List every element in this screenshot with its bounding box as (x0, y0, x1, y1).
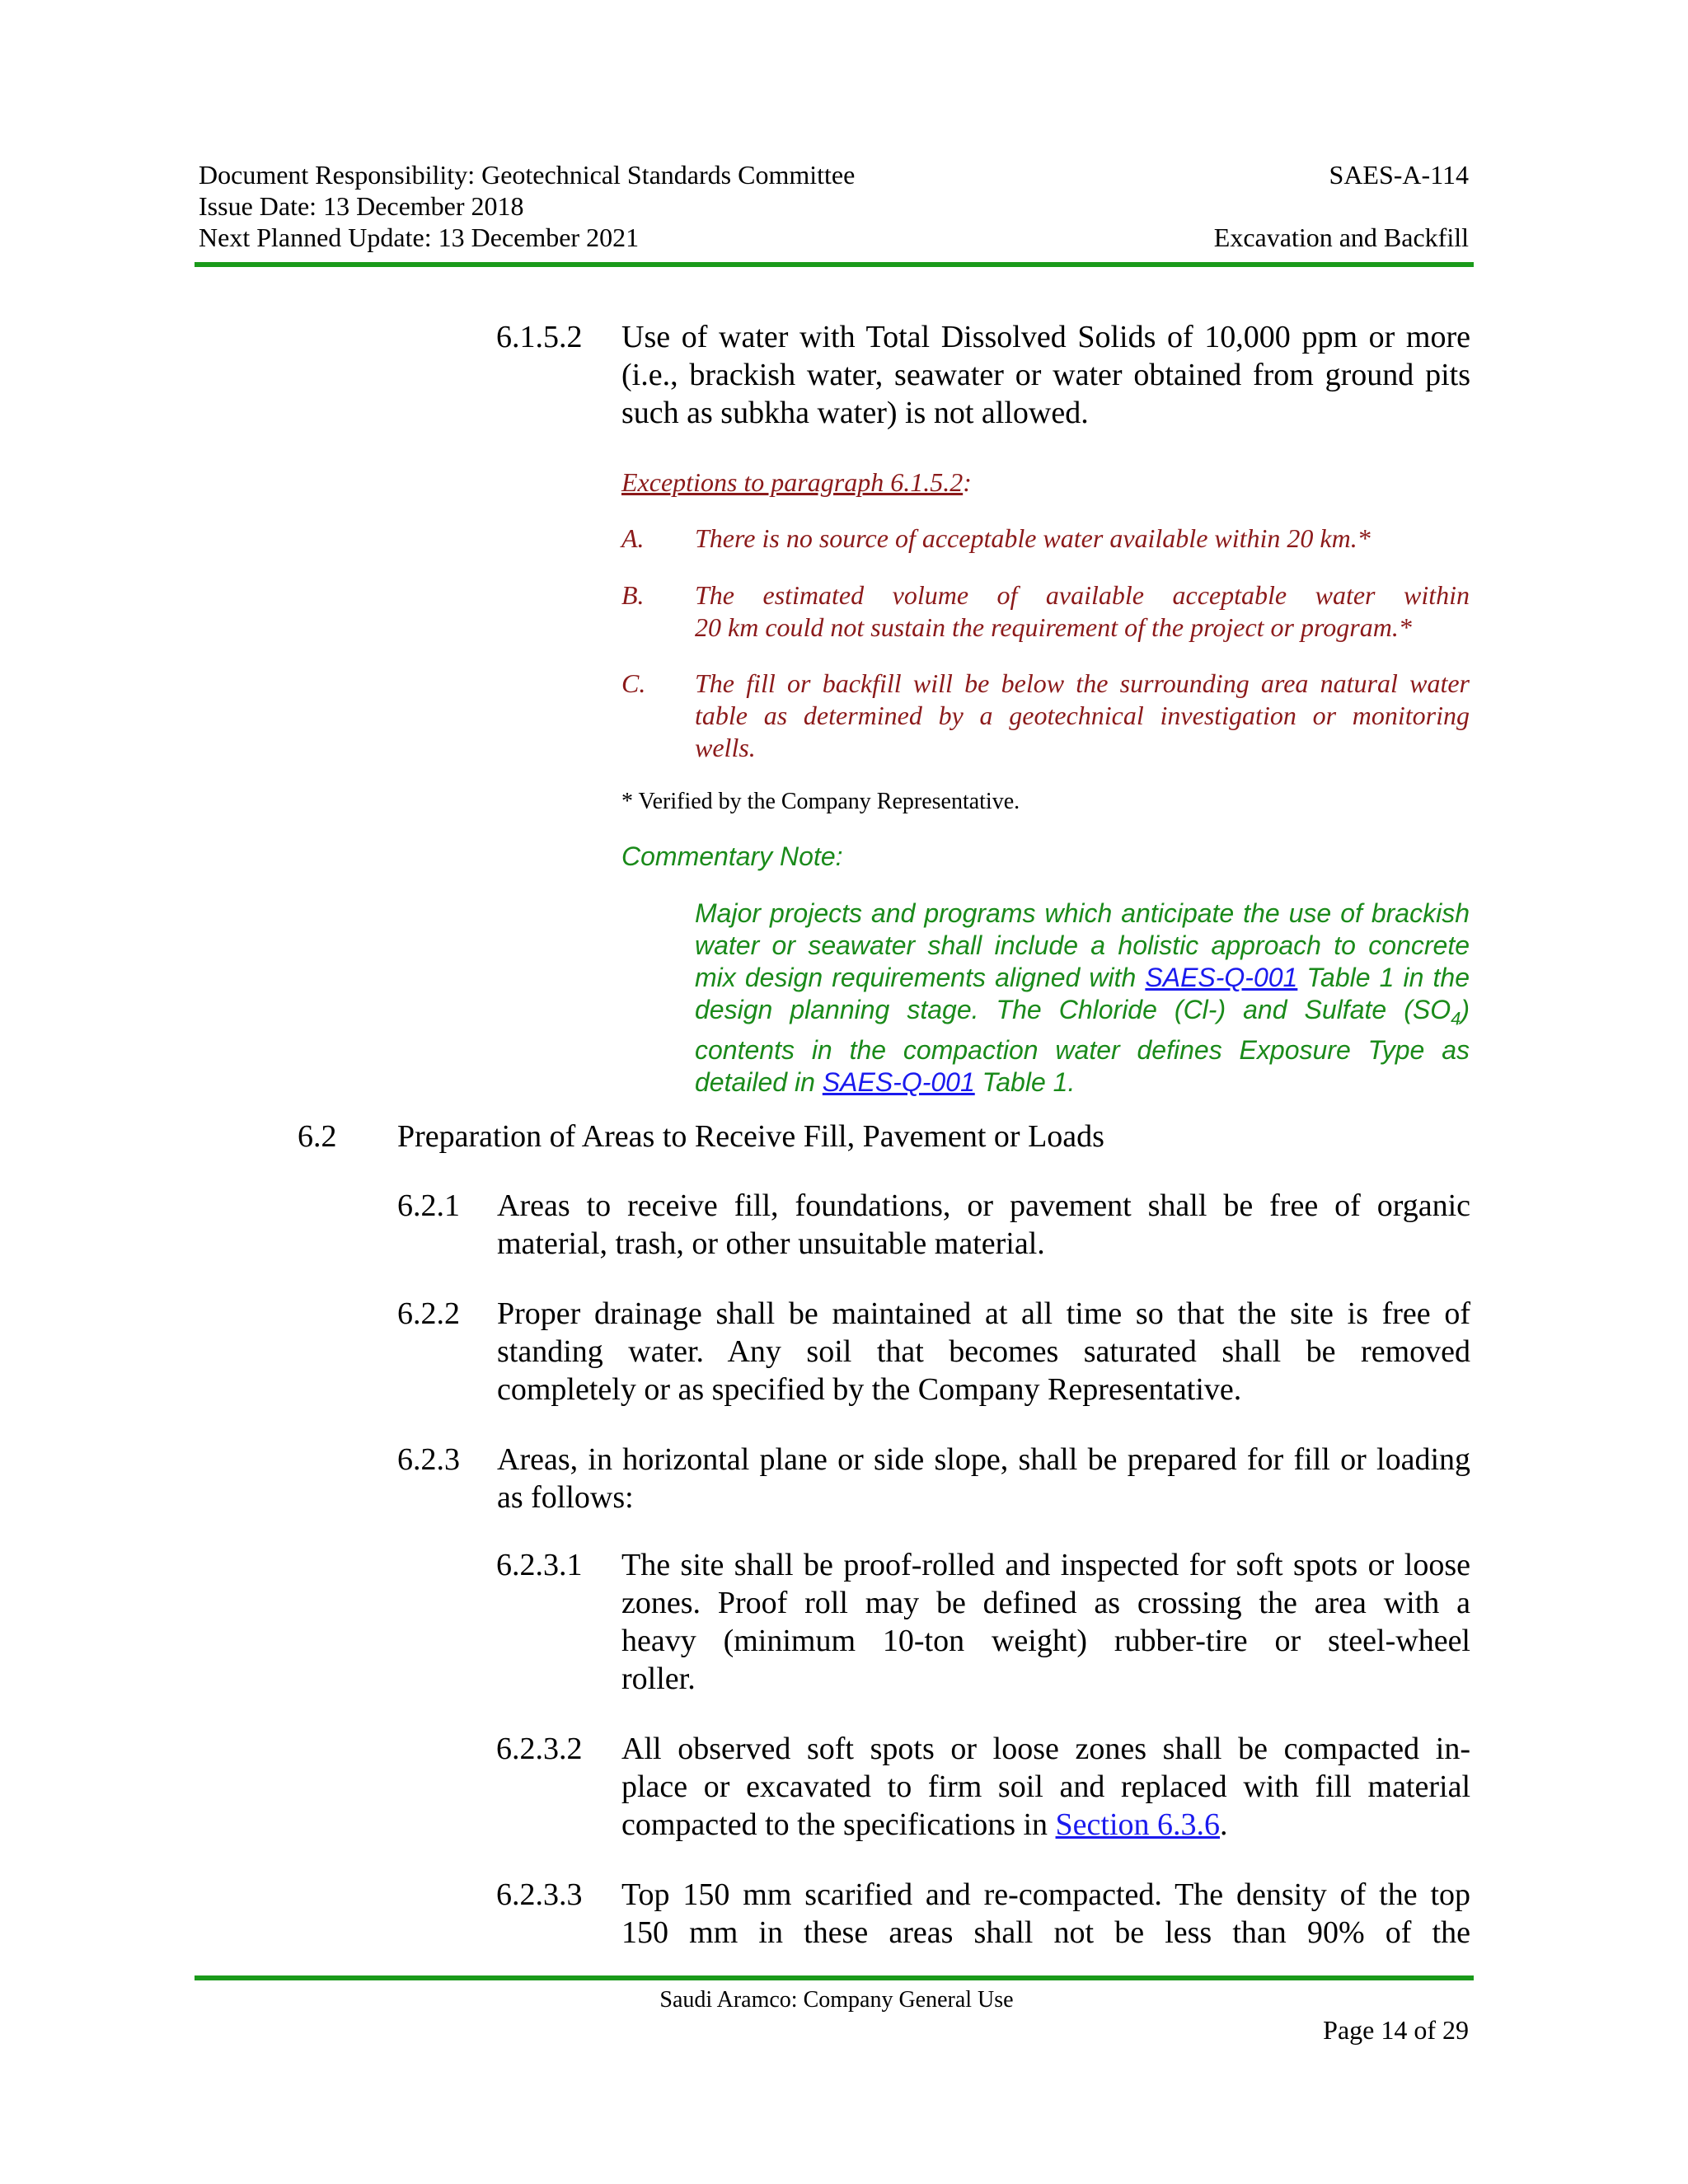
text-line: standing water. Any soil that becomes saturated shall be removed (497, 1334, 1470, 1369)
commentary-text (695, 898, 1470, 1099)
exception-b-text (695, 579, 1470, 644)
text-line: The fill or backfill will be below the surrounding area natural water (695, 668, 1470, 698)
text-line (695, 962, 1470, 994)
text-line: The estimated volume of available acceptable water within (695, 580, 1470, 610)
classification-label: Saudi Aramco: Company General Use (659, 1987, 1014, 2013)
text-line: All observed soft spots or loose zones shall be compacted in- (621, 1732, 1470, 1766)
text-line (695, 994, 1470, 1034)
text-line: The site shall be proof-rolled and inspected for soft spots or loose (621, 1548, 1470, 1582)
text-line: Proper drainage shall be maintained at all time so that the site is free of (497, 1296, 1470, 1331)
section-number: 6.2.1 (397, 1188, 460, 1223)
section-6152-text (621, 318, 1470, 432)
section-6232-text (621, 1730, 1470, 1844)
doc-responsibility: Document Responsibility: Geotechnical Standards Committee (199, 160, 856, 190)
text-fragment: design planning stage. The Chloride (Cl-) and Sulfate (SO (695, 995, 1451, 1024)
text-line (695, 1066, 1470, 1099)
text-line: 150 mm in these areas shall not be less than 90% of the (621, 1915, 1470, 1950)
text-fragment: Table 1 in the (1297, 963, 1470, 992)
section-number: 6.2.2 (397, 1296, 460, 1331)
text-fragment: detailed in (695, 1067, 823, 1098)
section-622-text (497, 1295, 1470, 1408)
text-line: Areas, in horizontal plane or side slope, shall be prepared for fill or loading (497, 1442, 1470, 1477)
text-fragment: . (1220, 1807, 1228, 1842)
text-line: table as determined by a geotechnical investigation or monitoring (695, 701, 1470, 730)
text-line: place or excavated to firm soil and replaced with fill material (621, 1769, 1470, 1804)
text-line: such as subkha water) is not allowed. (621, 396, 1089, 430)
text-fragment: mix design requirements aligned with (695, 963, 1146, 992)
text-line: material, trash, or other unsuitable material. (497, 1226, 1045, 1261)
section-number: 6.2.3.1 (496, 1548, 583, 1582)
text-line: wells. (695, 733, 756, 762)
page-number: Page 14 of 29 (1323, 2015, 1469, 2045)
text-line: 20 km could not sustain the requirement of the project or program.* (695, 612, 1412, 642)
section-6233-text (621, 1876, 1470, 1952)
exceptions-footnote: * Verified by the Company Representative. (621, 789, 1020, 814)
issue-date: Issue Date: 13 December 2018 (199, 191, 524, 221)
footer-rule (195, 1975, 1474, 1980)
section-623-text (497, 1441, 1470, 1516)
section-number: 6.2.3.2 (496, 1732, 583, 1766)
text-line: Top 150 mm scarified and re-compacted. The density of the top (621, 1877, 1470, 1912)
section-6-2-title: Preparation of Areas to Receive Fill, Pavement or Loads (397, 1119, 1104, 1154)
section-number: 6.1.5.2 (496, 320, 583, 354)
text-line: zones. Proof roll may be defined as crossing the area with a (621, 1586, 1470, 1620)
saes-q-001-link[interactable]: SAES-Q-001 (1145, 963, 1298, 992)
exceptions-heading-link[interactable]: Exceptions to paragraph 6.1.5.2 (621, 467, 964, 497)
exceptions-heading (621, 466, 972, 499)
doc-number: SAES-A-114 (1329, 160, 1469, 190)
colon: : (963, 467, 972, 497)
text-line (621, 1806, 1470, 1844)
header-rule (195, 262, 1474, 267)
section-number: 6.2 (298, 1119, 337, 1154)
text-line: Areas to receive fill, foundations, or pavement shall be free of organic (497, 1188, 1470, 1223)
exception-letter: C. (621, 668, 646, 698)
text-line: contents in the compaction water defines Exposure Type as (695, 1035, 1470, 1066)
text-line: roller. (621, 1661, 696, 1696)
section-636-link[interactable]: Section 6.3.6 (1055, 1807, 1221, 1842)
text-fragment: ) (1461, 995, 1470, 1024)
exception-a-text: There is no source of acceptable water available within 20 km.* (695, 523, 1371, 553)
text-line: (i.e., brackish water, seawater or water obtained from ground pits (621, 358, 1470, 392)
doc-title: Excavation and Backfill (1213, 223, 1469, 252)
text-line: heavy (minimum 10-ton weight) rubber-tire or steel-wheel (621, 1624, 1470, 1658)
text-line: as follows: (497, 1480, 634, 1515)
text-line: completely or as specified by the Company Representative. (497, 1372, 1242, 1407)
exception-letter: A. (621, 523, 645, 553)
text-fragment: compacted to the specifications in (621, 1807, 1056, 1842)
exception-c-text (695, 668, 1470, 764)
next-update: Next Planned Update: 13 December 2021 (199, 223, 640, 252)
exception-letter: B. (621, 580, 645, 610)
text-line: water or seawater shall include a holistic approach to concrete (695, 930, 1470, 960)
saes-q-001-link[interactable]: SAES-Q-001 (822, 1067, 975, 1098)
subscript: 4 (1451, 1008, 1461, 1029)
text-line: Use of water with Total Dissolved Solids of 10,000 ppm or more (621, 320, 1470, 354)
section-number: 6.2.3 (397, 1442, 460, 1477)
section-number: 6.2.3.3 (496, 1877, 583, 1912)
text-fragment: Table 1. (974, 1067, 1076, 1098)
commentary-heading: Commentary Note: (621, 841, 843, 871)
section-6231-text (621, 1546, 1470, 1698)
text-line: Major projects and programs which anticipate the use of brackish (695, 898, 1470, 928)
section-621-text (497, 1187, 1470, 1263)
